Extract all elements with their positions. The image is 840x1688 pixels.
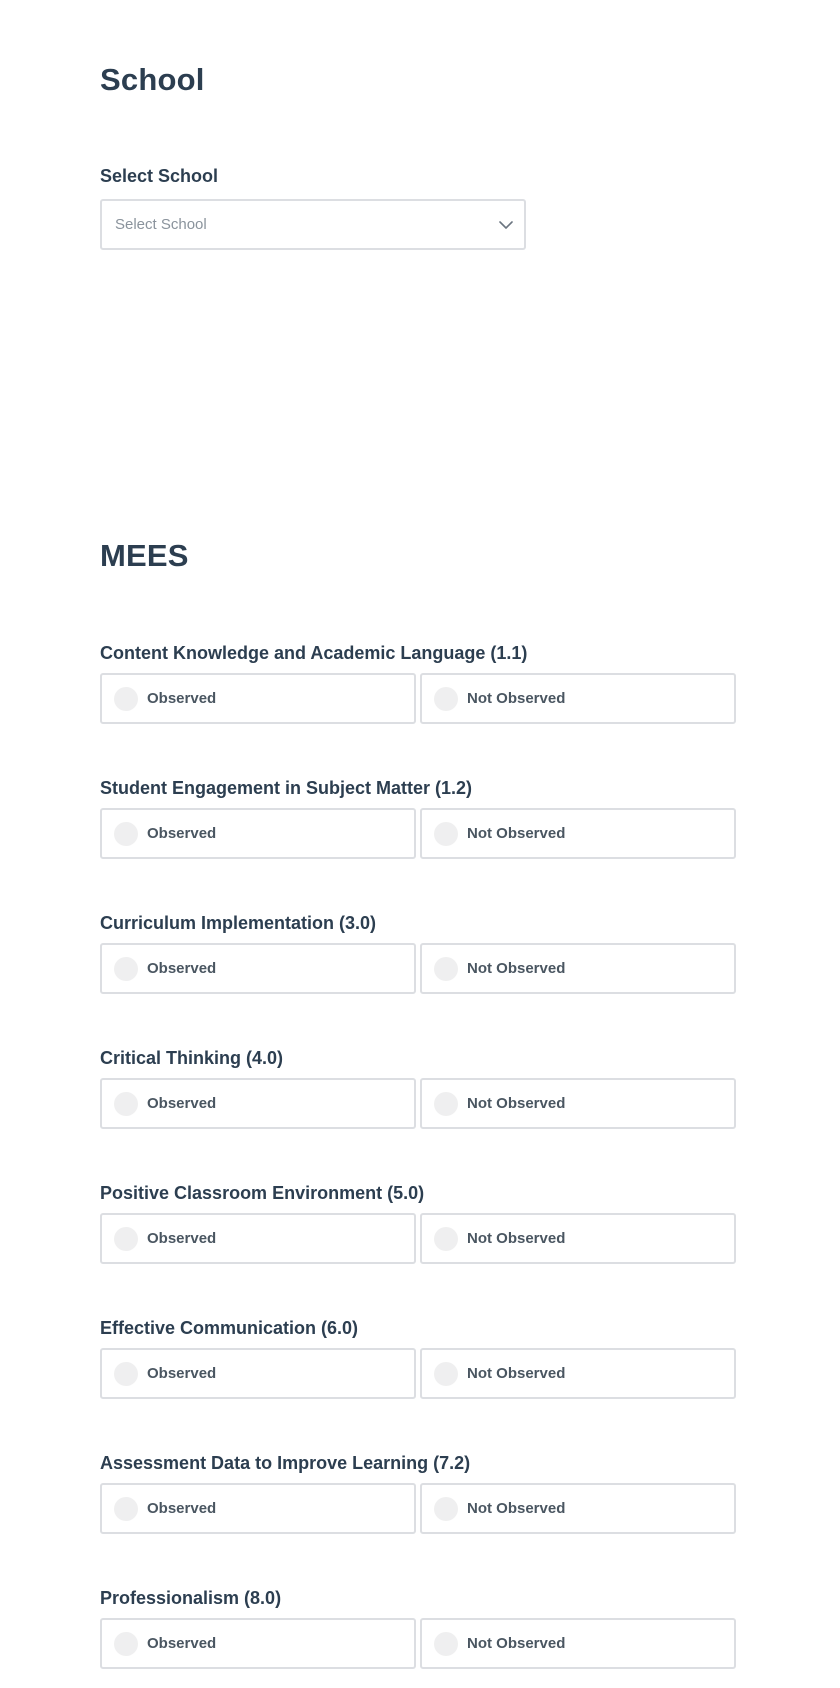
radio-circle-icon [434, 1092, 458, 1116]
radio-circle-icon [434, 957, 458, 981]
radio-circle-icon [114, 822, 138, 846]
question-positive-classroom-environment [100, 1183, 740, 1283]
radio-circle-icon [114, 1632, 138, 1656]
radio-circle-icon [434, 822, 458, 846]
radio-circle-icon [114, 1227, 138, 1251]
chevron-down-icon [498, 217, 514, 233]
question-label: Assessment Data to Improve Learning (7.2) [100, 1453, 471, 1473]
option-observed-label: Observed [147, 690, 217, 707]
option-not-observed-label: Not Observed [467, 690, 566, 707]
option-observed-label: Observed [147, 1635, 217, 1652]
radio-circle-icon [114, 687, 138, 711]
option-observed-label: Observed [147, 1365, 217, 1382]
option-observed[interactable] [100, 1348, 416, 1399]
option-observed[interactable] [100, 808, 416, 859]
option-observed-label: Observed [147, 1500, 217, 1517]
option-observed-label: Observed [147, 1230, 217, 1247]
option-not-observed[interactable] [420, 1618, 736, 1669]
option-observed[interactable] [100, 1078, 416, 1129]
question-label: Curriculum Implementation (3.0) [100, 913, 377, 933]
option-not-observed[interactable] [420, 1483, 736, 1534]
option-observed[interactable] [100, 943, 416, 994]
option-not-observed-label: Not Observed [467, 825, 566, 842]
option-not-observed[interactable] [420, 1348, 736, 1399]
option-observed[interactable] [100, 673, 416, 724]
radio-circle-icon [434, 1227, 458, 1251]
question-label: Positive Classroom Environment (5.0) [100, 1183, 425, 1203]
option-not-observed[interactable] [420, 1078, 736, 1129]
option-not-observed-label: Not Observed [467, 1230, 566, 1247]
option-not-observed-label: Not Observed [467, 1365, 566, 1382]
option-not-observed[interactable] [420, 943, 736, 994]
question-effective-communication [100, 1318, 740, 1418]
school-section-title: School [100, 62, 205, 97]
option-observed-label: Observed [147, 825, 217, 842]
option-not-observed-label: Not Observed [467, 1095, 566, 1112]
radio-circle-icon [114, 957, 138, 981]
question-assessment-data [100, 1453, 740, 1553]
mees-section-title: MEES [100, 538, 189, 573]
question-professionalism [100, 1588, 740, 1688]
option-observed[interactable] [100, 1618, 416, 1669]
option-not-observed-label: Not Observed [467, 960, 566, 977]
school-select-placeholder: Select School [115, 216, 207, 233]
option-observed[interactable] [100, 1483, 416, 1534]
question-critical-thinking [100, 1048, 740, 1148]
question-student-engagement [100, 778, 740, 878]
question-label: Effective Communication (6.0) [100, 1318, 359, 1338]
question-label: Student Engagement in Subject Matter (1.2) [100, 778, 473, 798]
question-content-knowledge [100, 643, 740, 743]
radio-circle-icon [434, 1632, 458, 1656]
radio-circle-icon [434, 1497, 458, 1521]
option-not-observed[interactable] [420, 673, 736, 724]
radio-circle-icon [434, 687, 458, 711]
option-observed[interactable] [100, 1213, 416, 1264]
option-not-observed[interactable] [420, 1213, 736, 1264]
question-label: Content Knowledge and Academic Language (1.1) [100, 643, 528, 663]
select-school-label: Select School [100, 166, 219, 186]
option-not-observed-label: Not Observed [467, 1500, 566, 1517]
question-label: Professionalism (8.0) [100, 1588, 282, 1608]
question-curriculum-implementation [100, 913, 740, 1013]
school-select[interactable] [100, 199, 526, 250]
radio-circle-icon [114, 1497, 138, 1521]
radio-circle-icon [114, 1362, 138, 1386]
option-not-observed-label: Not Observed [467, 1635, 566, 1652]
question-label: Critical Thinking (4.0) [100, 1048, 284, 1068]
radio-circle-icon [114, 1092, 138, 1116]
option-observed-label: Observed [147, 960, 217, 977]
option-not-observed[interactable] [420, 808, 736, 859]
option-observed-label: Observed [147, 1095, 217, 1112]
radio-circle-icon [434, 1362, 458, 1386]
